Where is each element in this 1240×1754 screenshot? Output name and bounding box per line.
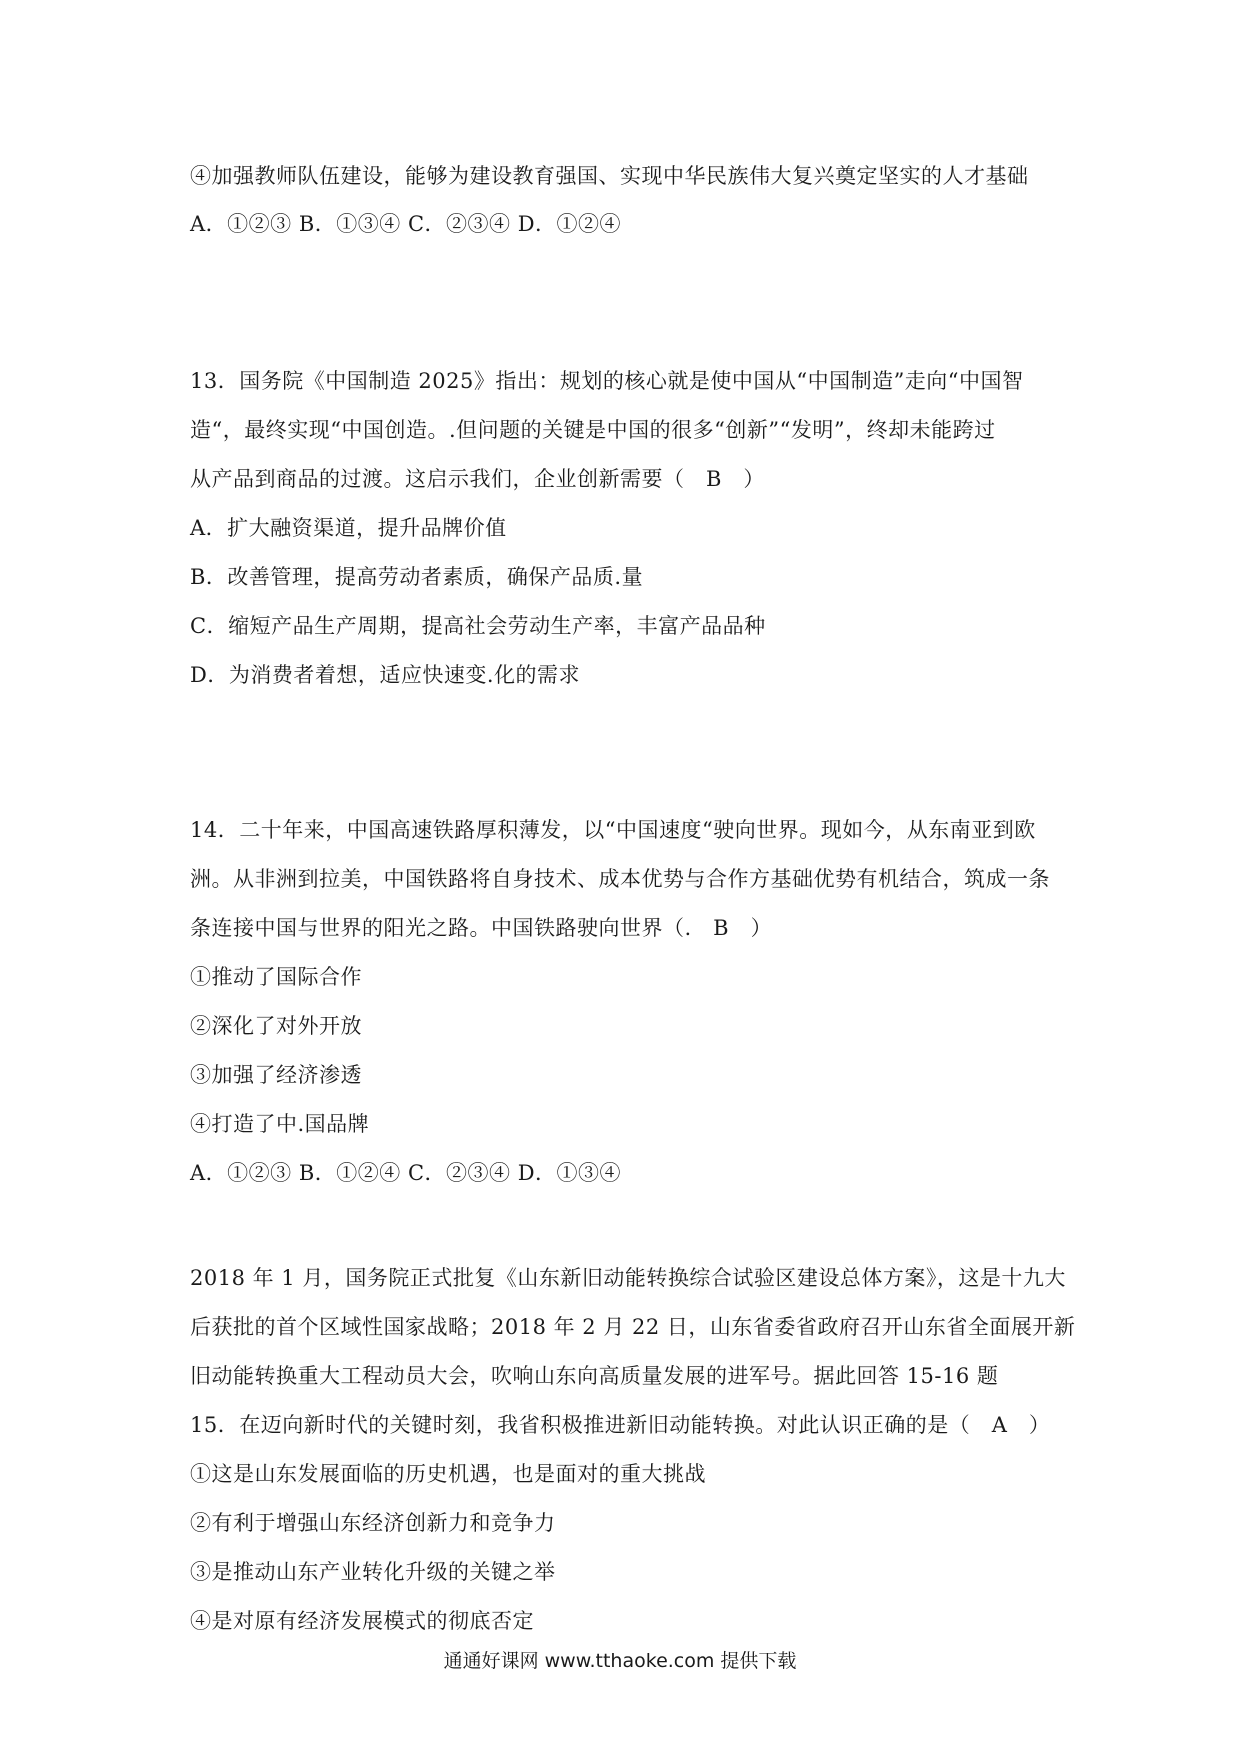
q13-option-c: C．缩短产品生产周期，提高社会劳动生产率，丰富产品品种 <box>190 614 766 638</box>
q15-statement-4: ④是对原有经济发展模式的彻底否定 <box>190 1609 534 1633</box>
page-footer: 通通好课网 www.tthaoke.com 提供下载 <box>443 1650 797 1672</box>
q14-stem-line-2: 洲。从非洲到拉美，中国铁路将自身技术、成本优势与合作方基础优势有机结合，筑成一条 <box>190 867 1050 891</box>
material-line-3: 旧动能转换重大工程动员大会，吹响山东向高质量发展的进军号。据此回答 15-16 题 <box>190 1364 999 1388</box>
q14-stem-line-3: 条连接中国与世界的阳光之路。中国铁路驶向世界（. B ） <box>190 916 773 940</box>
q15-statement-1: ①这是山东发展面临的历史机遇，也是面对的重大挑战 <box>190 1462 706 1486</box>
q14-statement-4: ④打造了中.国品牌 <box>190 1112 370 1136</box>
q12-statement-4: ④加强教师队伍建设，能够为建设教育强国、实现中华民族伟大复兴奠定坚实的人才基础 <box>190 164 1029 188</box>
q13-stem-line-1: 13．国务院《中国制造 2025》指出：规划的核心就是使中国从“中国制造”走向“中国智 <box>190 369 1024 393</box>
material-line-2: 后获批的首个区域性国家战略；2018 年 2 月 22 日，山东省委省政府召开山东省全面展开新 <box>190 1315 1076 1339</box>
q15-statement-3: ③是推动山东产业转化升级的关键之举 <box>190 1560 556 1584</box>
q14-options: A．①②③ B．①②④ C．②③④ D．①③④ <box>190 1161 622 1185</box>
q14-statement-2: ②深化了对外开放 <box>190 1014 362 1038</box>
q13-stem-line-2: 造“，最终实现“中国创造。.但问题的关键是中国的很多“创新”“发明”，终却未能跨过 <box>190 418 996 442</box>
q13-option-d: D．为消费者着想，适应快速变.化的需求 <box>190 663 581 687</box>
q15-stem: 15．在迈向新时代的关键时刻，我省积极推进新旧动能转换。对此认识正确的是（ A ） <box>190 1413 1051 1437</box>
q13-option-b: B．改善管理，提高劳动者素质，确保产品质.量 <box>190 565 644 589</box>
q13-stem-line-3: 从产品到商品的过渡。这启示我们，企业创新需要（ B ） <box>190 467 765 491</box>
q14-statement-1: ①推动了国际合作 <box>190 965 362 989</box>
q12-options: A．①②③ B．①③④ C．②③④ D．①②④ <box>190 212 622 236</box>
q14-statement-3: ③加强了经济渗透 <box>190 1063 362 1087</box>
q15-statement-2: ②有利于增强山东经济创新力和竞争力 <box>190 1511 556 1535</box>
q14-stem-line-1: 14．二十年来，中国高速铁路厚积薄发，以“中国速度“驶向世界。现如今，从东南亚到欧 <box>190 818 1036 842</box>
q13-option-a: A．扩大融资渠道，提升品牌价值 <box>190 516 507 540</box>
material-line-1: 2018 年 1 月，国务院正式批复《山东新旧动能转换综合试验区建设总体方案》，这是十九大 <box>190 1266 1066 1290</box>
